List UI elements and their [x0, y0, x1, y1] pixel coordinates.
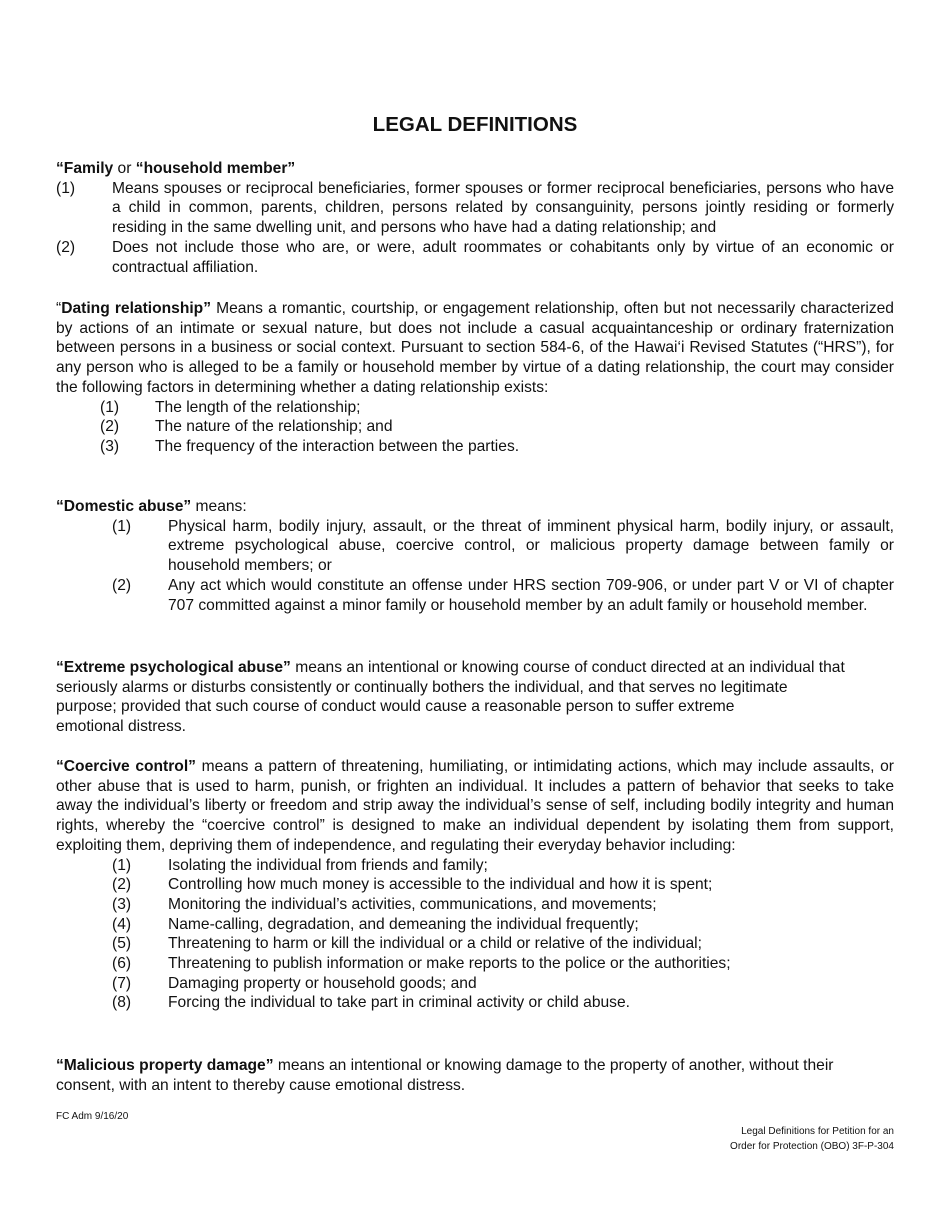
list-number: (1) — [112, 517, 132, 535]
footer-line-2: Order for Protection (OBO) 3F-P-304 — [730, 1141, 894, 1152]
list-number: (3) — [100, 437, 120, 455]
form-revision-date: FC Adm 9/16/20 — [56, 1111, 129, 1122]
list-number: (2) — [100, 418, 120, 436]
domestic-heading — [56, 497, 894, 517]
list-number: (5) — [112, 935, 132, 953]
list-item — [56, 179, 894, 238]
list-text: Threatening to publish information or make reports to the police or the authorities; — [168, 955, 731, 973]
list-text: The frequency of the interaction between the parties. — [155, 437, 520, 455]
coercive-definition — [56, 757, 894, 1013]
extreme-line-4: emotional distress. — [56, 718, 187, 736]
list-text: Any act which would constitute an offense under HRS section 709-906, or under part V or VI of chapter 707 committed against a minor family or household member by an adult family or household member. — [168, 576, 894, 614]
list-number: (8) — [112, 994, 132, 1012]
list-text: The nature of the relationship; and — [155, 418, 393, 436]
list-item — [112, 954, 894, 974]
list-number: (6) — [112, 955, 132, 973]
malicious-definition — [56, 1056, 894, 1095]
list-number: (1) — [100, 398, 120, 416]
list-text: The length of the relationship; — [155, 398, 361, 416]
dating-text: Means a romantic, courtship, or engagement relationship, often but not necessarily characterized by actions of an intimate or sexual nature, but does not include a casual acquaintanceship or ordinary fraternization between persons in a business or social context. Pursuant to section 584-6, of the Hawai‘i Revised Statutes (“HRS”), for any person who is alleged to be a family or household member by virtue of a dating relationship, the court may consider the following factors in determining whether a dating relationship exists: — [56, 300, 894, 396]
list-number: (2) — [112, 876, 132, 894]
dating-definition — [56, 299, 894, 457]
dating-open-quote: “ — [56, 300, 62, 317]
list-item — [112, 993, 894, 1013]
list-item — [112, 576, 894, 615]
list-number: (2) — [56, 238, 76, 256]
list-item — [100, 437, 894, 457]
domestic-term: “Domestic abuse” — [56, 498, 192, 515]
list-item — [100, 417, 894, 437]
list-number: (1) — [56, 179, 76, 197]
extreme-text-1: means an intentional or knowing course of conduct directed at an individual that — [295, 659, 845, 676]
extreme-definition — [56, 658, 894, 737]
list-text: Damaging property or household goods; and — [168, 974, 477, 992]
extreme-term: “Extreme psychological abuse” — [56, 659, 291, 676]
list-text: Does not include those who are, or were, adult roommates or cohabitants only by virtue of an economic or contractual affiliation. — [112, 238, 894, 276]
list-number: (1) — [112, 856, 132, 874]
family-term-2: “household member” — [135, 160, 296, 177]
list-text: Physical harm, bodily injury, assault, or the threat of imminent physical harm, bodily injury, or assault, extreme psychological abuse, coercive control, or malicious property damage between family or household members; or — [168, 517, 894, 575]
family-definition — [56, 159, 894, 277]
list-text: Forcing the individual to take part in criminal activity or child abuse. — [168, 994, 630, 1012]
list-text: Name-calling, degradation, and demeaning the individual frequently; — [168, 915, 639, 933]
list-text: Means spouses or reciprocal beneficiaries, former spouses or former reciprocal beneficiaries, persons who have a child in common, parents, children, persons related by consanguinity, persons jointly residing or formerly residing in the same dwelling unit, and persons who have had a dating relationship; and — [112, 179, 894, 237]
extreme-line-2: seriously alarms or disturbs consistently or continually bothers the individual, and that serves no legitimate — [56, 678, 788, 696]
list-number: (7) — [112, 974, 132, 992]
family-or: or — [117, 160, 132, 177]
dating-term: Dating relationship” — [61, 300, 212, 317]
malicious-term: “Malicious property damage” — [56, 1057, 274, 1074]
list-item — [112, 934, 894, 954]
extreme-line-3: purpose; provided that such course of conduct would cause a reasonable person to suffer extreme — [56, 698, 735, 716]
list-item — [112, 875, 894, 895]
coercive-term: “Coercive control” — [56, 758, 196, 775]
list-item — [112, 856, 894, 876]
family-heading — [56, 159, 894, 179]
list-item — [112, 895, 894, 915]
list-item — [112, 915, 894, 935]
document-page — [56, 0, 894, 1230]
malicious-text: means an intentional or knowing damage to the property of another, without their consent, with an intent to thereby cause emotional distress. — [56, 1057, 834, 1094]
dating-paragraph — [56, 299, 894, 398]
domestic-definition — [56, 497, 894, 615]
form-title-footer — [730, 1124, 894, 1154]
list-item — [56, 238, 894, 277]
footer-line-1: Legal Definitions for Petition for an — [741, 1126, 894, 1137]
list-number: (2) — [112, 576, 132, 594]
list-text: Controlling how much money is accessible to the individual and how it is spent; — [168, 876, 713, 894]
list-text: Isolating the individual from friends and family; — [168, 856, 488, 874]
family-term-1: “Family — [56, 160, 114, 177]
coercive-paragraph — [56, 757, 894, 856]
domestic-text: means: — [195, 498, 247, 515]
list-number: (3) — [112, 895, 132, 913]
list-item — [100, 398, 894, 418]
list-item — [112, 517, 894, 576]
list-text: Monitoring the individual’s activities, communications, and movements; — [168, 895, 657, 913]
list-text: Threatening to harm or kill the individual or a child or relative of the individual; — [168, 935, 702, 953]
coercive-text: means a pattern of threatening, humiliating, or intimidating actions, which may include assaults, or other abuse that is used to harm, punish, or frighten an individual. It includes a pattern of behavior that seeks to take away the individual’s liberty or freedom and strip away the individual’s sense of self, including bodily integrity and human rights, whereby the “coercive control” is designed to make an individual dependent by isolating them from support, exploiting them, depriving them of independence, and regulating their everyday behavior including: — [56, 758, 894, 854]
list-item — [112, 974, 894, 994]
list-number: (4) — [112, 915, 132, 933]
page-title: LEGAL DEFINITIONS — [372, 113, 578, 136]
extreme-line-1 — [56, 658, 894, 678]
